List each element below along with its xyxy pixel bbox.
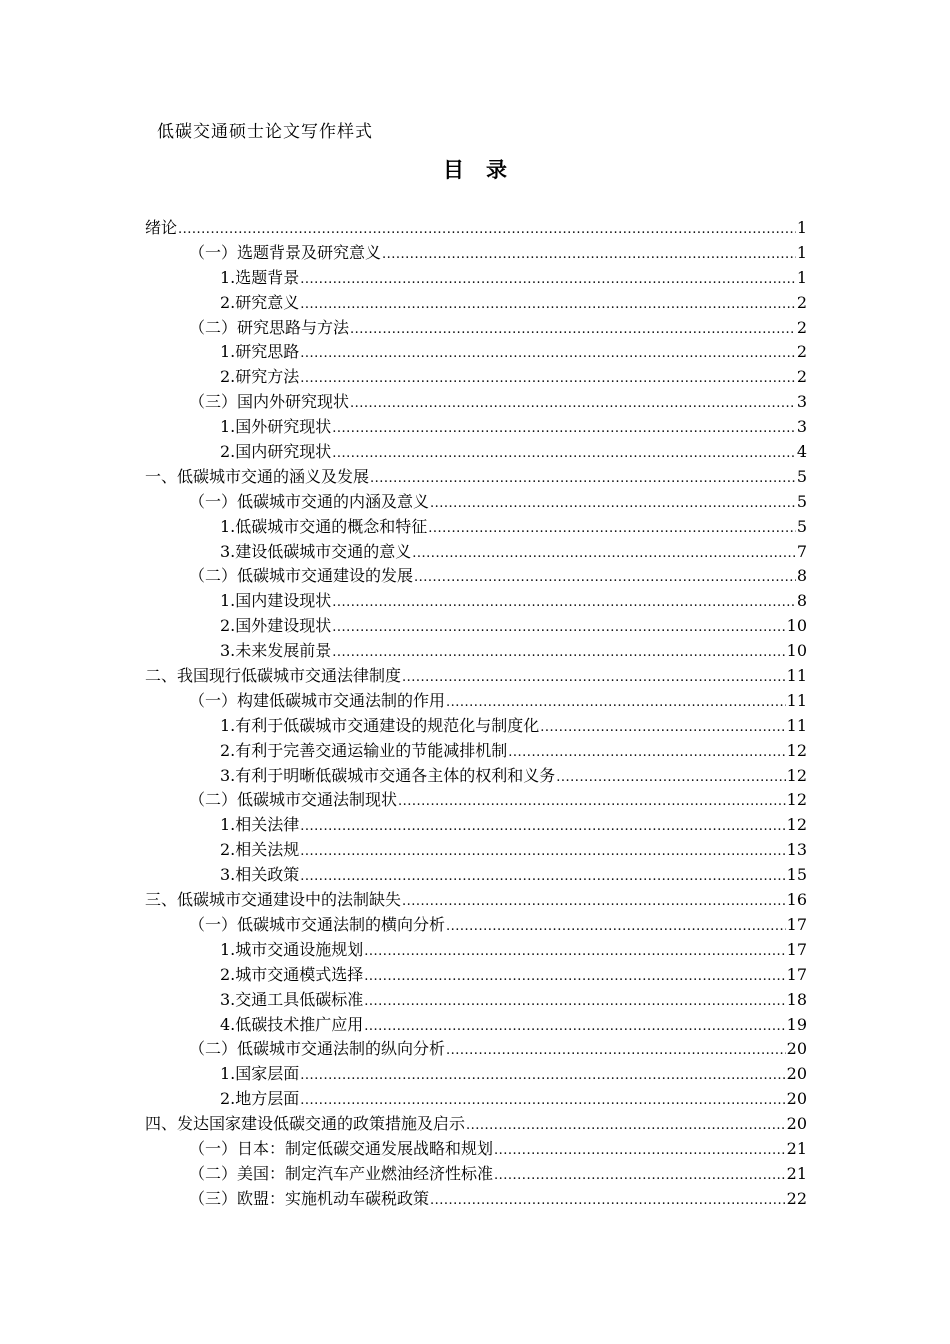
- toc-entry-page-number: 12: [786, 765, 807, 785]
- toc-entry[interactable]: [145, 714, 807, 739]
- toc-entry[interactable]: [145, 515, 807, 540]
- toc-entry-page-number: 21: [786, 1138, 807, 1158]
- toc-entry-title: 2.研究意义: [220, 292, 300, 312]
- toc-entry-title: （二）低碳城市交通建设的发展: [189, 566, 414, 586]
- toc-dot-leader: [364, 965, 785, 990]
- toc-entry[interactable]: [145, 440, 807, 465]
- toc-entry-title: 1.国家层面: [220, 1064, 300, 1084]
- toc-dot-leader: [430, 492, 796, 517]
- toc-entry-page-number: 1: [796, 267, 807, 287]
- toc-entry-title: （一）低碳城市交通法制的横向分析: [189, 914, 446, 934]
- toc-entry-page-number: 12: [786, 790, 807, 810]
- toc-entry-title: （一）构建低碳城市交通法制的作用: [189, 690, 446, 710]
- toc-entry-page-number: 8: [796, 566, 807, 586]
- toc-entry-title: 四、发达国家建设低碳交通的政策措施及启示: [145, 1114, 466, 1134]
- toc-dot-leader: [350, 318, 796, 343]
- toc-entry-page-number: 20: [786, 1089, 807, 1109]
- toc-entry-title: 1.研究思路: [220, 342, 300, 362]
- toc-entry-page-number: 1: [796, 218, 807, 237]
- toc-dot-leader: [300, 865, 785, 890]
- toc-entry-page-number: 13: [786, 840, 807, 860]
- toc-entry-title: （三）国内外研究现状: [189, 392, 350, 412]
- toc-entry-page-number: 5: [796, 466, 807, 486]
- toc-entry-page-number: 18: [786, 989, 807, 1009]
- toc-entry[interactable]: [145, 739, 807, 764]
- toc-entry-title: 三、低碳城市交通建设中的法制缺失: [145, 890, 402, 910]
- toc-entry[interactable]: [145, 564, 807, 589]
- toc-dot-leader: [300, 268, 796, 293]
- toc-entry-page-number: 5: [796, 516, 807, 536]
- toc-entry[interactable]: [145, 390, 807, 415]
- toc-dot-leader: [300, 815, 785, 840]
- toc-entry-page-number: 17: [786, 939, 807, 959]
- toc-dot-leader: [446, 915, 786, 940]
- toc-entry[interactable]: [145, 540, 807, 565]
- toc-entry-title: 二、我国现行低碳城市交通法律制度: [145, 666, 402, 686]
- toc-entry-page-number: 17: [786, 964, 807, 984]
- toc-entry[interactable]: [145, 589, 807, 614]
- toc-entry-title: 1.低碳城市交通的概念和特征: [220, 516, 428, 536]
- toc-dot-leader: [412, 542, 796, 567]
- toc-dot-leader: [300, 1064, 785, 1089]
- toc-entry-page-number: 20: [786, 1064, 807, 1084]
- toc-dot-leader: [364, 940, 785, 965]
- toc-entry[interactable]: [145, 291, 807, 316]
- toc-entry-title: （二）低碳城市交通法制的纵向分析: [189, 1039, 446, 1059]
- toc-dot-leader: [414, 566, 796, 591]
- toc-entry-page-number: 7: [796, 541, 807, 561]
- toc-entry[interactable]: [145, 1037, 807, 1062]
- toc-entry-page-number: 2: [796, 292, 807, 312]
- toc-entry-title: 3.建设低碳城市交通的意义: [220, 541, 412, 561]
- toc-dot-leader: [332, 442, 796, 467]
- toc-entry-page-number: 2: [796, 342, 807, 362]
- toc-entry-title: 1.相关法律: [220, 815, 300, 835]
- toc-entry[interactable]: [145, 241, 807, 266]
- toc-dot-leader: [402, 890, 786, 915]
- toc-dot-leader: [364, 1015, 785, 1040]
- toc-entry-page-number: 1: [796, 242, 807, 262]
- toc-entry[interactable]: [145, 1013, 807, 1038]
- toc-dot-leader: [494, 1164, 786, 1189]
- toc-dot-leader: [494, 1139, 786, 1164]
- toc-entry[interactable]: [145, 838, 807, 863]
- toc-dot-leader: [178, 218, 796, 243]
- toc-dot-leader: [300, 840, 785, 865]
- toc-entry[interactable]: [145, 689, 807, 714]
- toc-entry-title: 1.国内建设现状: [220, 591, 332, 611]
- toc-entry[interactable]: [145, 888, 807, 913]
- toc-entry-page-number: 12: [786, 740, 807, 760]
- toc-entry-page-number: 21: [786, 1163, 807, 1183]
- toc-dot-leader: [300, 367, 796, 392]
- toc-entry[interactable]: [145, 365, 807, 390]
- toc-entry[interactable]: [145, 788, 807, 813]
- toc-entry[interactable]: [145, 1162, 807, 1187]
- toc-entry[interactable]: [145, 664, 807, 689]
- toc-entry[interactable]: [145, 764, 807, 789]
- toc-dot-leader: [350, 392, 796, 417]
- toc-entry-page-number: 22: [786, 1188, 807, 1208]
- toc-entry[interactable]: [145, 1137, 807, 1162]
- toc-entry[interactable]: [145, 490, 807, 515]
- toc-entry-page-number: 19: [786, 1014, 807, 1034]
- toc-entry-page-number: 4: [796, 442, 807, 462]
- toc-entry[interactable]: [145, 1187, 807, 1212]
- toc-entry-page-number: 3: [796, 417, 807, 437]
- toc-entry[interactable]: [145, 1087, 807, 1112]
- toc-entry-page-number: 3: [796, 392, 807, 412]
- toc-dot-leader: [300, 1089, 785, 1114]
- table-of-contents: [145, 216, 807, 1212]
- toc-entry[interactable]: [145, 316, 807, 341]
- toc-entry[interactable]: [145, 415, 807, 440]
- toc-entry-title: 2.国外建设现状: [220, 616, 332, 636]
- toc-entry-page-number: 11: [786, 666, 807, 686]
- toc-entry-title: 2.有利于完善交通运输业的节能减排机制: [220, 740, 508, 760]
- toc-entry-page-number: 2: [796, 367, 807, 387]
- toc-entry-page-number: 20: [786, 1039, 807, 1059]
- toc-entry-page-number: 20: [786, 1114, 807, 1134]
- toc-dot-leader: [446, 691, 786, 716]
- toc-entry-title: 绪论: [145, 218, 178, 237]
- toc-dot-leader: [364, 990, 785, 1015]
- toc-entry-title: 1.有利于低碳城市交通建设的规范化与制度化: [220, 715, 540, 735]
- toc-dot-leader: [300, 342, 796, 367]
- toc-entry[interactable]: [145, 639, 807, 664]
- toc-dot-leader: [332, 641, 785, 666]
- toc-dot-leader: [332, 616, 785, 641]
- toc-entry-title: （二）美国：制定汽车产业燃油经济性标准: [189, 1163, 494, 1183]
- toc-entry-title: 4.低碳技术推广应用: [220, 1014, 364, 1034]
- toc-entry-page-number: 17: [786, 914, 807, 934]
- toc-entry[interactable]: [145, 216, 807, 241]
- toc-entry[interactable]: [145, 266, 807, 291]
- toc-dot-leader: [370, 467, 796, 492]
- toc-entry-title: 3.有利于明晰低碳城市交通各主体的权利和义务: [220, 765, 556, 785]
- toc-entry-page-number: 10: [786, 641, 807, 661]
- toc-dot-leader: [398, 790, 786, 815]
- toc-entry[interactable]: [145, 813, 807, 838]
- toc-dot-leader: [300, 293, 796, 318]
- toc-entry-title: （一）低碳城市交通的内涵及意义: [189, 491, 430, 511]
- toc-entry[interactable]: [145, 863, 807, 888]
- toc-entry[interactable]: [145, 963, 807, 988]
- toc-entry[interactable]: [145, 988, 807, 1013]
- toc-entry-title: 一、低碳城市交通的涵义及发展: [145, 466, 370, 486]
- toc-dot-leader: [540, 716, 785, 741]
- toc-entry-page-number: 16: [786, 890, 807, 910]
- toc-dot-leader: [430, 1189, 786, 1214]
- toc-dot-leader: [446, 1039, 786, 1064]
- toc-dot-leader: [508, 741, 785, 766]
- toc-entry[interactable]: [145, 614, 807, 639]
- toc-dot-leader: [332, 591, 796, 616]
- toc-entry-page-number: 10: [786, 616, 807, 636]
- toc-entry-page-number: 2: [796, 317, 807, 337]
- toc-dot-leader: [428, 517, 796, 542]
- toc-entry-title: 3.未来发展前景: [220, 641, 332, 661]
- toc-entry-title: （三）欧盟：实施机动车碳税政策: [189, 1188, 430, 1208]
- toc-entry-title: 2.国内研究现状: [220, 442, 332, 462]
- toc-heading: 目录: [443, 157, 529, 182]
- toc-entry-title: 2.城市交通模式选择: [220, 964, 364, 984]
- toc-entry-page-number: 11: [786, 690, 807, 710]
- toc-entry[interactable]: [145, 913, 807, 938]
- toc-dot-leader: [402, 666, 786, 691]
- toc-entry-title: （二）低碳城市交通法制现状: [189, 790, 398, 810]
- toc-entry-title: 1.选题背景: [220, 267, 300, 287]
- toc-entry[interactable]: [145, 340, 807, 365]
- toc-entry-page-number: 8: [796, 591, 807, 611]
- toc-entry-title: 3.交通工具低碳标准: [220, 989, 364, 1009]
- toc-entry-page-number: 15: [786, 865, 807, 885]
- toc-entry-title: 2.地方层面: [220, 1089, 300, 1109]
- toc-entry-title: 1.国外研究现状: [220, 417, 332, 437]
- toc-entry-title: （一）日本：制定低碳交通发展战略和规划: [189, 1138, 494, 1158]
- toc-entry-title: 3.相关政策: [220, 865, 300, 885]
- toc-entry-title: 2.相关法规: [220, 840, 300, 860]
- toc-entry-title: （一）选题背景及研究意义: [189, 242, 382, 262]
- toc-entry-page-number: 11: [786, 715, 807, 735]
- toc-entry-title: （二）研究思路与方法: [189, 317, 350, 337]
- toc-entry-title: 2.研究方法: [220, 367, 300, 387]
- toc-dot-leader: [556, 766, 785, 791]
- toc-entry[interactable]: [145, 938, 807, 963]
- toc-dot-leader: [332, 417, 796, 442]
- toc-entry[interactable]: [145, 1062, 807, 1087]
- toc-entry[interactable]: [145, 1112, 807, 1137]
- toc-entry-page-number: 5: [796, 491, 807, 511]
- toc-entry-title: 1.城市交通设施规划: [220, 939, 364, 959]
- toc-dot-leader: [382, 243, 796, 268]
- toc-dot-leader: [466, 1114, 786, 1139]
- toc-entry[interactable]: [145, 465, 807, 490]
- document-header-title: 低碳交通硕士论文写作样式: [157, 122, 373, 142]
- toc-entry-page-number: 12: [786, 815, 807, 835]
